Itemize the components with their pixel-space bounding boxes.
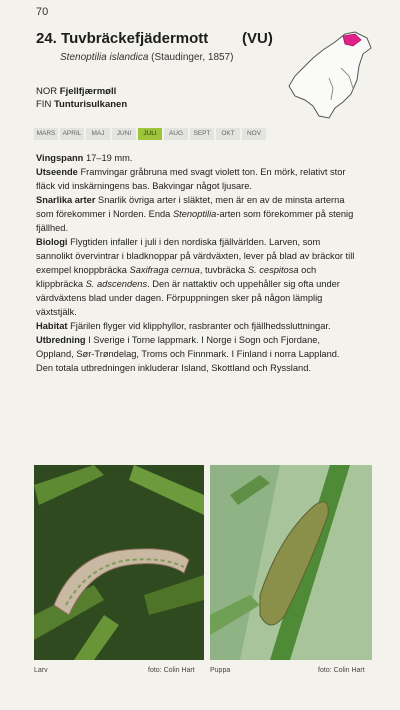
- biology-text-3: och klippbräcka: [36, 265, 317, 289]
- similar-paragraph: [36, 193, 358, 235]
- biology-italic-2: S. cespitosa: [247, 265, 299, 275]
- distribution-map: [283, 28, 373, 123]
- appearance-label: Utseende: [36, 167, 78, 177]
- biology-label: Biologi: [36, 237, 68, 247]
- habitat-paragraph: [36, 319, 358, 333]
- biology-paragraph: [36, 235, 358, 319]
- biology-italic-3: S. adscendens: [85, 279, 148, 289]
- nordic-outline: [289, 32, 371, 118]
- name-fin: [36, 98, 127, 111]
- name-fin-value: Tunturisulkanen: [53, 99, 128, 110]
- month-nov: NOV: [242, 128, 266, 140]
- biology-italic-1: Saxifraga cernua: [129, 265, 200, 275]
- species-title: 24. Tuvbräckefjädermott: [36, 30, 209, 47]
- scientific-name: [60, 52, 233, 63]
- larva-photo: [34, 465, 204, 660]
- common-names: [36, 85, 127, 111]
- similar-text-1: Snarlik övriga arter i släktet, men är en av de minsta arterna som förekommer i Norden. Enda: [36, 195, 345, 219]
- appearance-paragraph: [36, 165, 358, 193]
- distribution-label: Utbredning: [36, 335, 86, 345]
- habitat-label: Habitat: [36, 321, 68, 331]
- species-header: [36, 30, 276, 48]
- month-sept: SEPT: [190, 128, 214, 140]
- biology-text-4: . Den är nattaktiv och uppehåller sig ofta under värdväxtens blad under dagen. Förpuppningen sker på någon lämplig växtstjälk.: [36, 279, 340, 317]
- biology-text-2: , tuvbräcka: [199, 265, 248, 275]
- similar-label: Snarlika arter: [36, 195, 96, 205]
- species-description: [36, 151, 358, 375]
- month-maj: MAJ: [86, 128, 110, 140]
- flight-months: [34, 128, 266, 140]
- month-juli: JULI: [138, 128, 162, 140]
- distribution-text: I Sverige i Torne lappmark. I Norge i Sogn och Fjordane, Oppland, Sør-Trøndelag, Troms och Finnmark. I Finland i norra Lappland. Den totala utbredningen inkluderar Island, Skottland och Ryssland.: [36, 335, 340, 373]
- larva-caption: Larv: [34, 667, 48, 674]
- name-nor-label: NOR: [36, 86, 58, 97]
- habitat-text: Fjärilen flyger vid klipphyllor, rasbranter och fjällhedssluttningar.: [67, 321, 331, 331]
- wingspan-text: 17–19 mm.: [83, 153, 133, 163]
- pupa-photo: [210, 465, 372, 660]
- month-april: APRIL: [60, 128, 84, 140]
- month-mars: MARS: [34, 128, 58, 140]
- month-aug: AUG: [164, 128, 188, 140]
- pupa-credit: foto: Colin Hart: [318, 667, 365, 674]
- page-number: 70: [36, 6, 49, 18]
- name-fin-label: FIN: [36, 99, 52, 110]
- larva-credit: foto: Colin Hart: [148, 667, 195, 674]
- pupa-caption: Puppa: [210, 667, 231, 674]
- scientific-name-italic: Stenoptilia islandica: [60, 52, 149, 63]
- redlist-status: (VU): [242, 30, 273, 47]
- similar-text-2: -arten som förekommer på stenig fjällhed.: [36, 209, 354, 233]
- biology-text-1: Flygtiden infaller i juli i den nordiska fjällvärlden. Larven, som sannolikt övervintrar i bladknoppar på värdväxten, lever på blad av bräckor till exempel knoppbräcka: [36, 237, 355, 275]
- month-okt: OKT: [216, 128, 240, 140]
- appearance-text: Framvingar gråbruna med svagt violett ton. En mörk, relativt stor fläck vid inskärningens bas. Bakvingar något ljusare.: [36, 167, 346, 191]
- wingspan-label: Vingspann: [36, 153, 84, 163]
- name-nor-value: Fjellfjærmøll: [59, 86, 117, 97]
- distribution-paragraph: [36, 333, 358, 375]
- author: (Staudinger, 1857): [151, 52, 234, 63]
- wingspan-paragraph: [36, 151, 358, 165]
- similar-italic: Stenoptilia: [172, 209, 217, 219]
- month-juni: JUNI: [112, 128, 136, 140]
- name-nor: [36, 85, 127, 98]
